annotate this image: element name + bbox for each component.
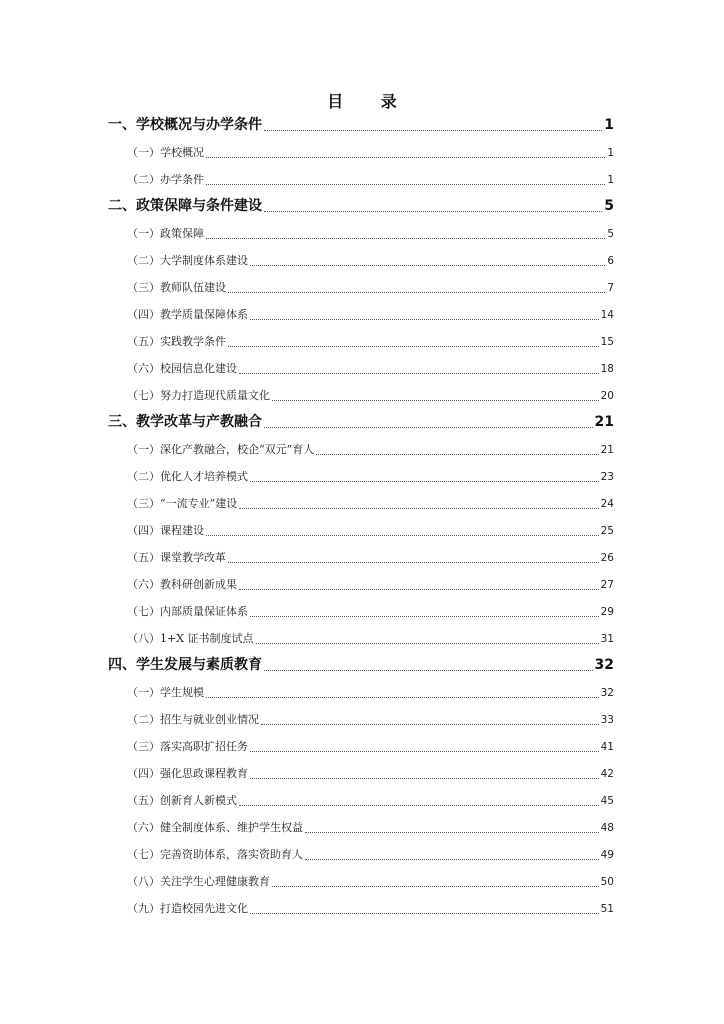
toc-entry-label: （二）优化人才培养模式 — [127, 470, 248, 483]
toc-subsection-entry[interactable] — [108, 895, 614, 922]
dot-leader — [264, 427, 593, 428]
toc-entry-label: （六）健全制度体系、维护学生权益 — [127, 821, 303, 834]
dot-leader — [206, 184, 605, 185]
toc-entry-label: （二）办学条件 — [127, 173, 204, 186]
table-of-contents — [108, 112, 614, 922]
toc-subsection-entry[interactable] — [108, 706, 614, 733]
toc-subsection-entry[interactable] — [108, 355, 614, 382]
dot-leader — [239, 805, 599, 806]
dot-leader — [264, 130, 602, 131]
toc-subsection-entry[interactable] — [108, 274, 614, 301]
dot-leader — [239, 508, 598, 509]
toc-page-number: 18 — [600, 363, 614, 375]
dot-leader — [228, 292, 605, 293]
toc-subsection-entry[interactable] — [108, 436, 614, 463]
toc-entry-label: （五）创新育人新模式 — [127, 794, 237, 807]
dot-leader — [250, 616, 599, 617]
dot-leader — [206, 157, 605, 158]
dot-leader — [272, 886, 599, 887]
toc-entry-label: （四）强化思政课程教育 — [127, 767, 248, 780]
toc-subsection-entry[interactable] — [108, 787, 614, 814]
toc-page-number: 7 — [607, 282, 614, 294]
toc-entry-label: （七）内部质量保证体系 — [127, 605, 248, 618]
dot-leader — [264, 211, 602, 212]
toc-entry-label: （二）大学制度体系建设 — [127, 254, 248, 267]
dot-leader — [250, 319, 599, 320]
toc-subsection-entry[interactable] — [108, 382, 614, 409]
toc-entry-label: （六）教科研创新成果 — [127, 578, 237, 591]
toc-subsection-entry[interactable] — [108, 760, 614, 787]
toc-entry-label: （五）课堂教学改革 — [127, 551, 226, 564]
toc-page-number: 24 — [600, 498, 614, 510]
toc-entry-label: （一）深化产教融合，校企“双元”育人 — [127, 443, 315, 456]
page-title: 目 录 — [327, 92, 413, 111]
toc-subsection-entry[interactable] — [108, 463, 614, 490]
toc-subsection-entry[interactable] — [108, 517, 614, 544]
dot-leader — [228, 346, 599, 347]
toc-section-entry[interactable] — [108, 112, 614, 139]
toc-entry-label: （七）努力打造现代质量文化 — [127, 389, 270, 402]
dot-leader — [250, 481, 599, 482]
dot-leader — [239, 589, 599, 590]
toc-entry-label: （四）课程建设 — [127, 524, 204, 537]
toc-page-number: 33 — [600, 714, 614, 726]
toc-entry-label: （七）完善资助体系，落实资助育人 — [127, 848, 303, 861]
toc-page-number: 49 — [600, 849, 614, 861]
dot-leader — [316, 454, 598, 455]
toc-subsection-entry[interactable] — [108, 166, 614, 193]
toc-subsection-entry[interactable] — [108, 247, 614, 274]
toc-section-entry[interactable] — [108, 409, 614, 436]
toc-page-number: 42 — [600, 768, 614, 780]
toc-page-number: 20 — [600, 390, 614, 402]
dot-leader — [250, 913, 599, 914]
toc-entry-label: （一）学生规模 — [127, 686, 204, 699]
toc-page-number: 14 — [600, 309, 614, 321]
toc-subsection-entry[interactable] — [108, 868, 614, 895]
toc-subsection-entry[interactable] — [108, 139, 614, 166]
dot-leader — [250, 778, 599, 779]
toc-page-number: 21 — [600, 444, 614, 456]
dot-leader — [250, 751, 599, 752]
toc-page-number: 27 — [600, 579, 614, 591]
toc-entry-label: （六）校园信息化建设 — [127, 362, 237, 375]
dot-leader — [256, 643, 599, 644]
toc-subsection-entry[interactable] — [108, 301, 614, 328]
toc-subsection-entry[interactable] — [108, 814, 614, 841]
toc-subsection-entry[interactable] — [108, 679, 614, 706]
toc-entry-label: （四）教学质量保障体系 — [127, 308, 248, 321]
toc-section-entry[interactable] — [108, 652, 614, 679]
toc-page-number: 32 — [600, 687, 614, 699]
toc-page-number: 1 — [607, 147, 614, 159]
toc-entry-label: （三）落实高职扩招任务 — [127, 740, 248, 753]
toc-page-number: 45 — [600, 795, 614, 807]
dot-leader — [305, 859, 599, 860]
toc-page-number: 23 — [600, 471, 614, 483]
toc-entry-label: （一）政策保障 — [127, 227, 204, 240]
toc-page-number: 48 — [600, 822, 614, 834]
toc-subsection-entry[interactable] — [108, 598, 614, 625]
toc-subsection-entry[interactable] — [108, 544, 614, 571]
dot-leader — [264, 670, 593, 671]
toc-entry-label: （一）学校概况 — [127, 146, 204, 159]
toc-page-number: 25 — [600, 525, 614, 537]
toc-subsection-entry[interactable] — [108, 733, 614, 760]
toc-subsection-entry[interactable] — [108, 220, 614, 247]
toc-subsection-entry[interactable] — [108, 841, 614, 868]
toc-page-number: 29 — [600, 606, 614, 618]
toc-entry-label: （五）实践教学条件 — [127, 335, 226, 348]
toc-entry-label: （八）1+X 证书制度试点 — [127, 632, 254, 645]
toc-entry-label: （八）关注学生心理健康教育 — [127, 875, 270, 888]
toc-page-number: 21 — [594, 414, 614, 430]
toc-section-entry[interactable] — [108, 193, 614, 220]
toc-page-number: 26 — [600, 552, 614, 564]
toc-subsection-entry[interactable] — [108, 490, 614, 517]
toc-entry-label: （三）教师队伍建设 — [127, 281, 226, 294]
dot-leader — [228, 562, 599, 563]
toc-page-number: 51 — [600, 903, 614, 915]
dot-leader — [250, 265, 605, 266]
toc-entry-label: 三、教学改革与产教融合 — [108, 414, 262, 430]
toc-page-number: 1 — [607, 174, 614, 186]
dot-leader — [239, 373, 599, 374]
toc-page-number: 31 — [600, 633, 614, 645]
toc-entry-label: （三）“一流专业”建设 — [127, 497, 238, 510]
toc-page-number: 1 — [604, 117, 614, 133]
toc-page-number: 50 — [600, 876, 614, 888]
toc-page-number: 41 — [600, 741, 614, 753]
toc-page-number: 5 — [607, 228, 614, 240]
toc-subsection-entry[interactable] — [108, 328, 614, 355]
toc-entry-label: 一、学校概况与办学条件 — [108, 117, 262, 133]
dot-leader — [305, 832, 599, 833]
toc-page-number: 15 — [600, 336, 614, 348]
toc-page-number: 32 — [594, 657, 614, 673]
toc-entry-label: 二、政策保障与条件建设 — [108, 198, 262, 214]
dot-leader — [206, 535, 599, 536]
toc-entry-label: （九）打造校园先进文化 — [127, 902, 248, 915]
dot-leader — [261, 724, 599, 725]
dot-leader — [272, 400, 599, 401]
toc-entry-label: （二）招生与就业创业情况 — [127, 713, 259, 726]
toc-entry-label: 四、学生发展与素质教育 — [108, 657, 262, 673]
dot-leader — [206, 697, 599, 698]
toc-page-number: 5 — [604, 198, 614, 214]
dot-leader — [206, 238, 605, 239]
toc-subsection-entry[interactable] — [108, 571, 614, 598]
toc-page-number: 6 — [607, 255, 614, 267]
toc-subsection-entry[interactable] — [108, 625, 614, 652]
